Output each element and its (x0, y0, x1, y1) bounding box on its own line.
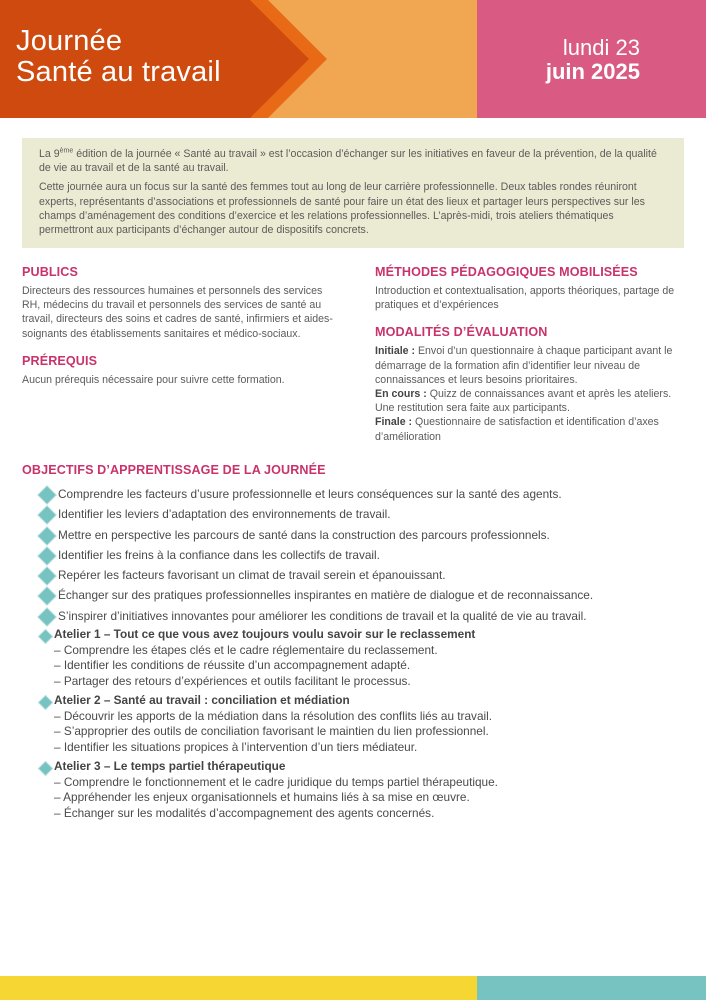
intro-paragraph-1 (39, 147, 668, 175)
modalite-finale-text: Questionnaire de satisfaction et identification d’axes d’amélioration (375, 416, 659, 443)
objectif-item (22, 504, 692, 524)
page-title (16, 26, 221, 88)
modalite-en-cours (375, 387, 690, 415)
date-month: juin 2025 (545, 59, 640, 84)
event-date (546, 36, 640, 84)
modalite-finale (375, 415, 690, 443)
objectif-item (22, 545, 692, 565)
diamond-bullet-icon (39, 608, 56, 625)
atelier-2 (22, 693, 692, 755)
atelier-2-item: – Découvrir les apports de la médiation dans la résolution des conflits liés au travail. (54, 708, 493, 723)
modalite-en-cours-text: Quizz de connaissances avant et après les ateliers. Une restitution sera faite aux participants. (375, 388, 672, 415)
title-line-2: Santé au travail (16, 56, 221, 88)
objectif-text: Mettre en perspective les parcours de santé dans la construction des parcours professionnels. (58, 527, 550, 542)
atelier-1-title: Atelier 1 – Tout ce que vous avez toujours voulu savoir sur le reclassement (54, 627, 476, 642)
left-column (22, 265, 340, 387)
atelier-2-item: – S’approprier des outils de conciliation favorisant le maintien du lien professionnel. (54, 724, 489, 739)
atelier-3-item: – Comprendre le fonctionnement et le cadre juridique du temps partiel thérapeutique. (54, 774, 498, 789)
modalite-initiale (375, 344, 690, 387)
atelier-1 (22, 627, 692, 689)
objectifs-section (22, 463, 692, 821)
header-banner (0, 0, 706, 118)
prerequis-text: Aucun prérequis nécessaire pour suivre cette formation. (22, 373, 285, 386)
diamond-bullet-icon (39, 696, 52, 709)
atelier-1-item: – Partager des retours d’expériences et outils facilitant le processus. (54, 673, 411, 688)
objectif-text: Repérer les facteurs favorisant un climat de travail serein et épanouissant. (58, 568, 446, 583)
atelier-3-item: – Appréhender les enjeux organisationnels et humains liés à sa mise en œuvre. (54, 790, 470, 805)
objectif-text: Comprendre les facteurs d’usure professionnelle et leurs conséquences sur la santé des agents. (58, 487, 562, 501)
atelier-2-item: – Identifier les situations propices à l’intervention d’un tiers médiateur. (54, 739, 418, 754)
objectif-text: Échanger sur des pratiques professionnelles inspirantes en matière de dialogue et de reconnaissance. (58, 588, 594, 603)
methodes-heading: MÉTHODES PÉDAGOGIQUES MOBILISÉES (375, 265, 638, 279)
publics-text: Directeurs des ressources humaines et personnels des services RH, médecins du travail et personnels des services de santé au travail, directeurs des soins et cadres de santé, infirmiers et aides-soignants des établissements sanitaires et médico-sociaux. (22, 285, 333, 340)
title-line-1: Journée (16, 25, 123, 57)
diamond-bullet-icon (39, 487, 56, 504)
diamond-bullet-icon (39, 588, 56, 605)
diamond-bullet-icon (39, 762, 52, 775)
date-day: lundi 23 (562, 35, 640, 60)
objectif-item (22, 606, 692, 626)
footer-yellow-band (0, 976, 477, 1000)
objectif-text: Identifier les leviers d’adaptation des environnements de travail. (58, 507, 391, 522)
diamond-bullet-icon (39, 547, 56, 564)
objectif-item (22, 484, 692, 504)
intro-box (22, 138, 684, 248)
objectif-text: S’inspirer d’initiatives innovantes pour améliorer les conditions de travail et la qualité de vie au travail. (58, 608, 587, 623)
modalites-heading: MODALITÉS D’ÉVALUATION (375, 325, 548, 340)
intro-paragraph-2: Cette journée aura un focus sur la santé des femmes tout au long de leur carrière professionnelle. Deux tables rondes réuniront experts, représentants d’associations et professionnels de santé pour faire un état des lieux et partager leurs perspectives sur les champs d’aménagement des conditions d’exercice et les relations professionnelles. L’après-midi, trois ateliers thématiques permettront aux participants d’échanger autour de dispositifs concrets. (39, 181, 645, 237)
objectifs-heading: OBJECTIFS D’APPRENTISSAGE DE LA JOURNÉE (22, 463, 326, 477)
modalite-initiale-label: Initiale : (375, 345, 416, 358)
prerequis-heading: PRÉREQUIS (22, 353, 98, 368)
diamond-bullet-icon (39, 630, 52, 643)
modalite-en-cours-label: En cours : (375, 388, 427, 401)
objectif-item (22, 585, 692, 605)
atelier-3-title: Atelier 3 – Le temps partiel thérapeutique (54, 759, 286, 774)
intro-p1-rest: édition de la journée « Santé au travail » est l’occasion d’échanger sur les initiatives en faveur de la prévention, de la qualité de vie au travail et de la santé au travail. (39, 148, 657, 175)
intro-p1-prefix: La 9 (39, 148, 60, 160)
atelier-3-item: – Échanger sur les modalités d’accompagnement des agents concernés. (54, 805, 435, 820)
intro-p1-sup: ème (59, 147, 74, 155)
publics-heading: PUBLICS (22, 265, 78, 279)
atelier-1-item: – Identifier les conditions de réussite d’un accompagnement adapté. (54, 658, 411, 673)
diamond-bullet-icon (39, 507, 56, 524)
atelier-2-title: Atelier 2 – Santé au travail : conciliation et médiation (54, 693, 350, 708)
atelier-3 (22, 759, 692, 821)
modalite-initiale-text: Envoi d’un questionnaire à chaque participant avant le démarrage de la formation afin d’identifier leur niveau de connaissances et leurs besoins prioritaires. (375, 345, 673, 386)
diamond-bullet-icon (39, 527, 56, 544)
right-column (375, 265, 690, 444)
modalite-finale-label: Finale : (375, 416, 413, 429)
footer-teal-band (477, 976, 706, 1000)
diamond-bullet-icon (39, 568, 56, 585)
methodes-text: Introduction et contextualisation, apports théoriques, partage de pratiques et d’expériences (375, 285, 675, 312)
objectif-text: Identifier les freins à la confiance dans les collectifs de travail. (58, 547, 380, 562)
objectif-item (22, 525, 692, 545)
atelier-1-item: – Comprendre les étapes clés et le cadre réglementaire du reclassement. (54, 642, 438, 657)
objectif-item (22, 565, 692, 585)
